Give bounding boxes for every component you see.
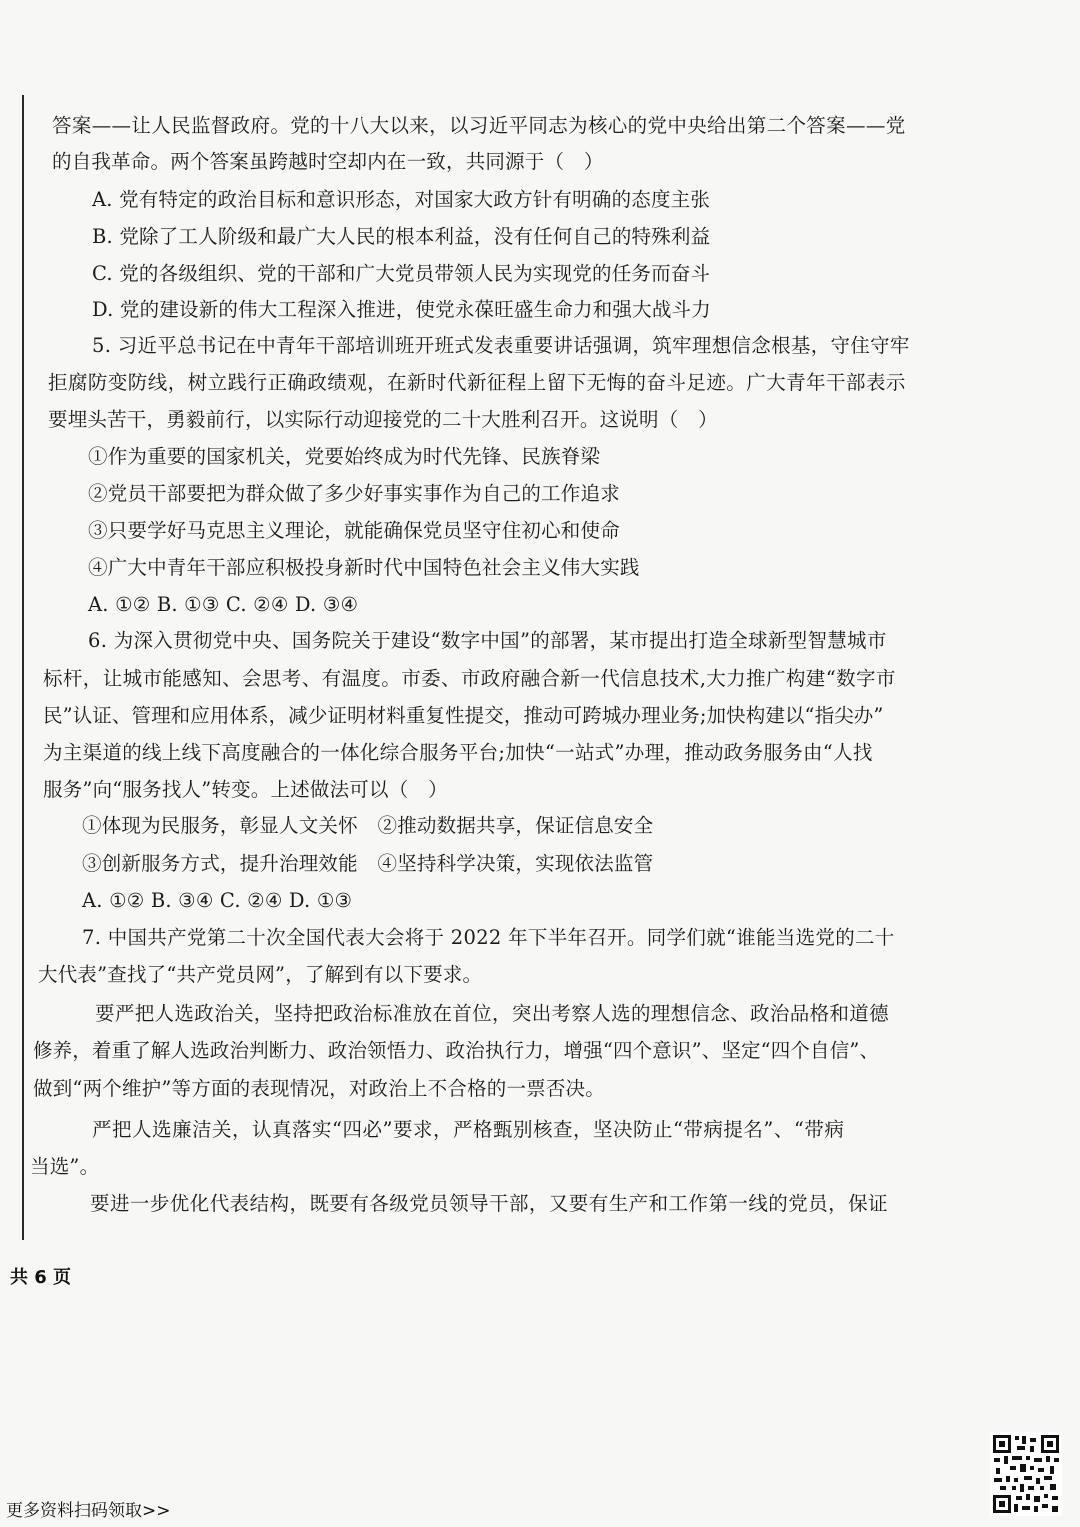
statement-line: ①作为重要的国家机关，党要始终成为时代先锋、民族脊梁 [88, 445, 601, 468]
statement-line: ③创新服务方式，提升治理效能 ④坚持科学决策，实现依法监管 [82, 852, 654, 875]
question-line: 7. 中国共产党第二十次全国代表大会将于 2022 年下半年召开。同学们就“谁能当选党的二十 [82, 926, 895, 949]
text-line: 标杆，让城市能感知、会思考、有温度。市委、市政府融合新一代信息技术,大力推广构建“数字市 [43, 667, 896, 690]
qr-code-icon[interactable] [990, 1432, 1062, 1516]
margin-rule [22, 95, 24, 1240]
text-line: 要埋头苦干，勇毅前行，以实际行动迎接党的二十大胜利召开。这说明（ ） [48, 408, 718, 431]
answer-choices: A. ①② B. ③④ C. ②④ D. ①③ [82, 889, 353, 912]
page-total-label: 共 6 页 [10, 1267, 72, 1288]
option-line: A. 党有特定的政治目标和意识形态，对国家大政方针有明确的态度主张 [92, 188, 711, 211]
option-line: C. 党的各级组织、党的干部和广大党员带领人民为实现党的任务而奋斗 [92, 262, 711, 285]
statement-line: ③只要学好马克思主义理论，就能确保党员坚守住初心和使命 [88, 519, 620, 542]
option-line: D. 党的建设新的伟大工程深入推进，使党永葆旺盛生命力和强大战斗力 [92, 298, 711, 321]
question-line: 5. 习近平总书记在中青年干部培训班开班式发表重要讲话强调，筑牢理想信念根基，守住守牢 [92, 334, 910, 357]
text-line: 民”认证、管理和应用体系，减少证明材料重复性提交，推动可跨城办理业务;加快构建以“指尖办” [43, 704, 884, 727]
statement-line: ①体现为民服务，彰显人文关怀 ②推动数据共享，保证信息安全 [82, 814, 654, 837]
text-line: 严把人选廉洁关，认真落实“四必”要求，严格甄别核查，坚决防止“带病提名”、“带病 [92, 1118, 845, 1141]
text-line: 答案——让人民监督政府。党的十八大以来，以习近平同志为核心的党中央给出第二个答案——党 [52, 114, 906, 137]
text-line: 修养，着重了解人选政治判断力、政治领悟力、政治执行力，增强“四个意识”、坚定“四个自信”、 [33, 1039, 880, 1062]
question-line: 6. 为深入贯彻党中央、国务院关于建设“数字中国”的部署，某市提出打造全球新型智慧城市 [88, 629, 887, 652]
statement-line: ②党员干部要把为群众做了多少好事实事作为自己的工作追求 [88, 482, 620, 505]
text-line: 大代表”查找了“共产党员网”，了解到有以下要求。 [38, 963, 483, 986]
text-line: 的自我革命。两个答案虽跨越时空却内在一致，共同源于（ ） [52, 150, 604, 173]
text-line: 要严把人选政治关，坚持把政治标准放在首位，突出考察人选的理想信念、政治品格和道德 [95, 1002, 890, 1025]
text-line: 做到“两个维护”等方面的表现情况，对政治上不合格的一票否决。 [33, 1077, 605, 1100]
text-line: 要进一步优化代表结构，既要有各级党员领导干部，又要有生产和工作第一线的党员，保证 [90, 1192, 889, 1215]
text-line: 为主渠道的线上线下高度融合的一体化综合服务平台;加快“一站式”办理，推动政务服务由“人找 [43, 741, 873, 764]
answer-choices: A. ①② B. ①③ C. ②④ D. ③④ [88, 593, 359, 616]
option-line: B. 党除了工人阶级和最广大人民的根本利益，没有任何自己的特殊利益 [92, 225, 711, 248]
text-line: 当选”。 [30, 1155, 100, 1178]
statement-line: ④广大中青年干部应积极投身新时代中国特色社会主义伟大实践 [88, 556, 640, 579]
text-line: 服务”向“服务找人”转变。上述做法可以（ ） [43, 778, 448, 801]
text-line: 拒腐防变防线，树立践行正确政绩观，在新时代新征程上留下无悔的奋斗足迹。广大青年干部表示 [48, 371, 906, 394]
more-resources-link[interactable]: 更多资料扫码领取>> [6, 1501, 171, 1521]
